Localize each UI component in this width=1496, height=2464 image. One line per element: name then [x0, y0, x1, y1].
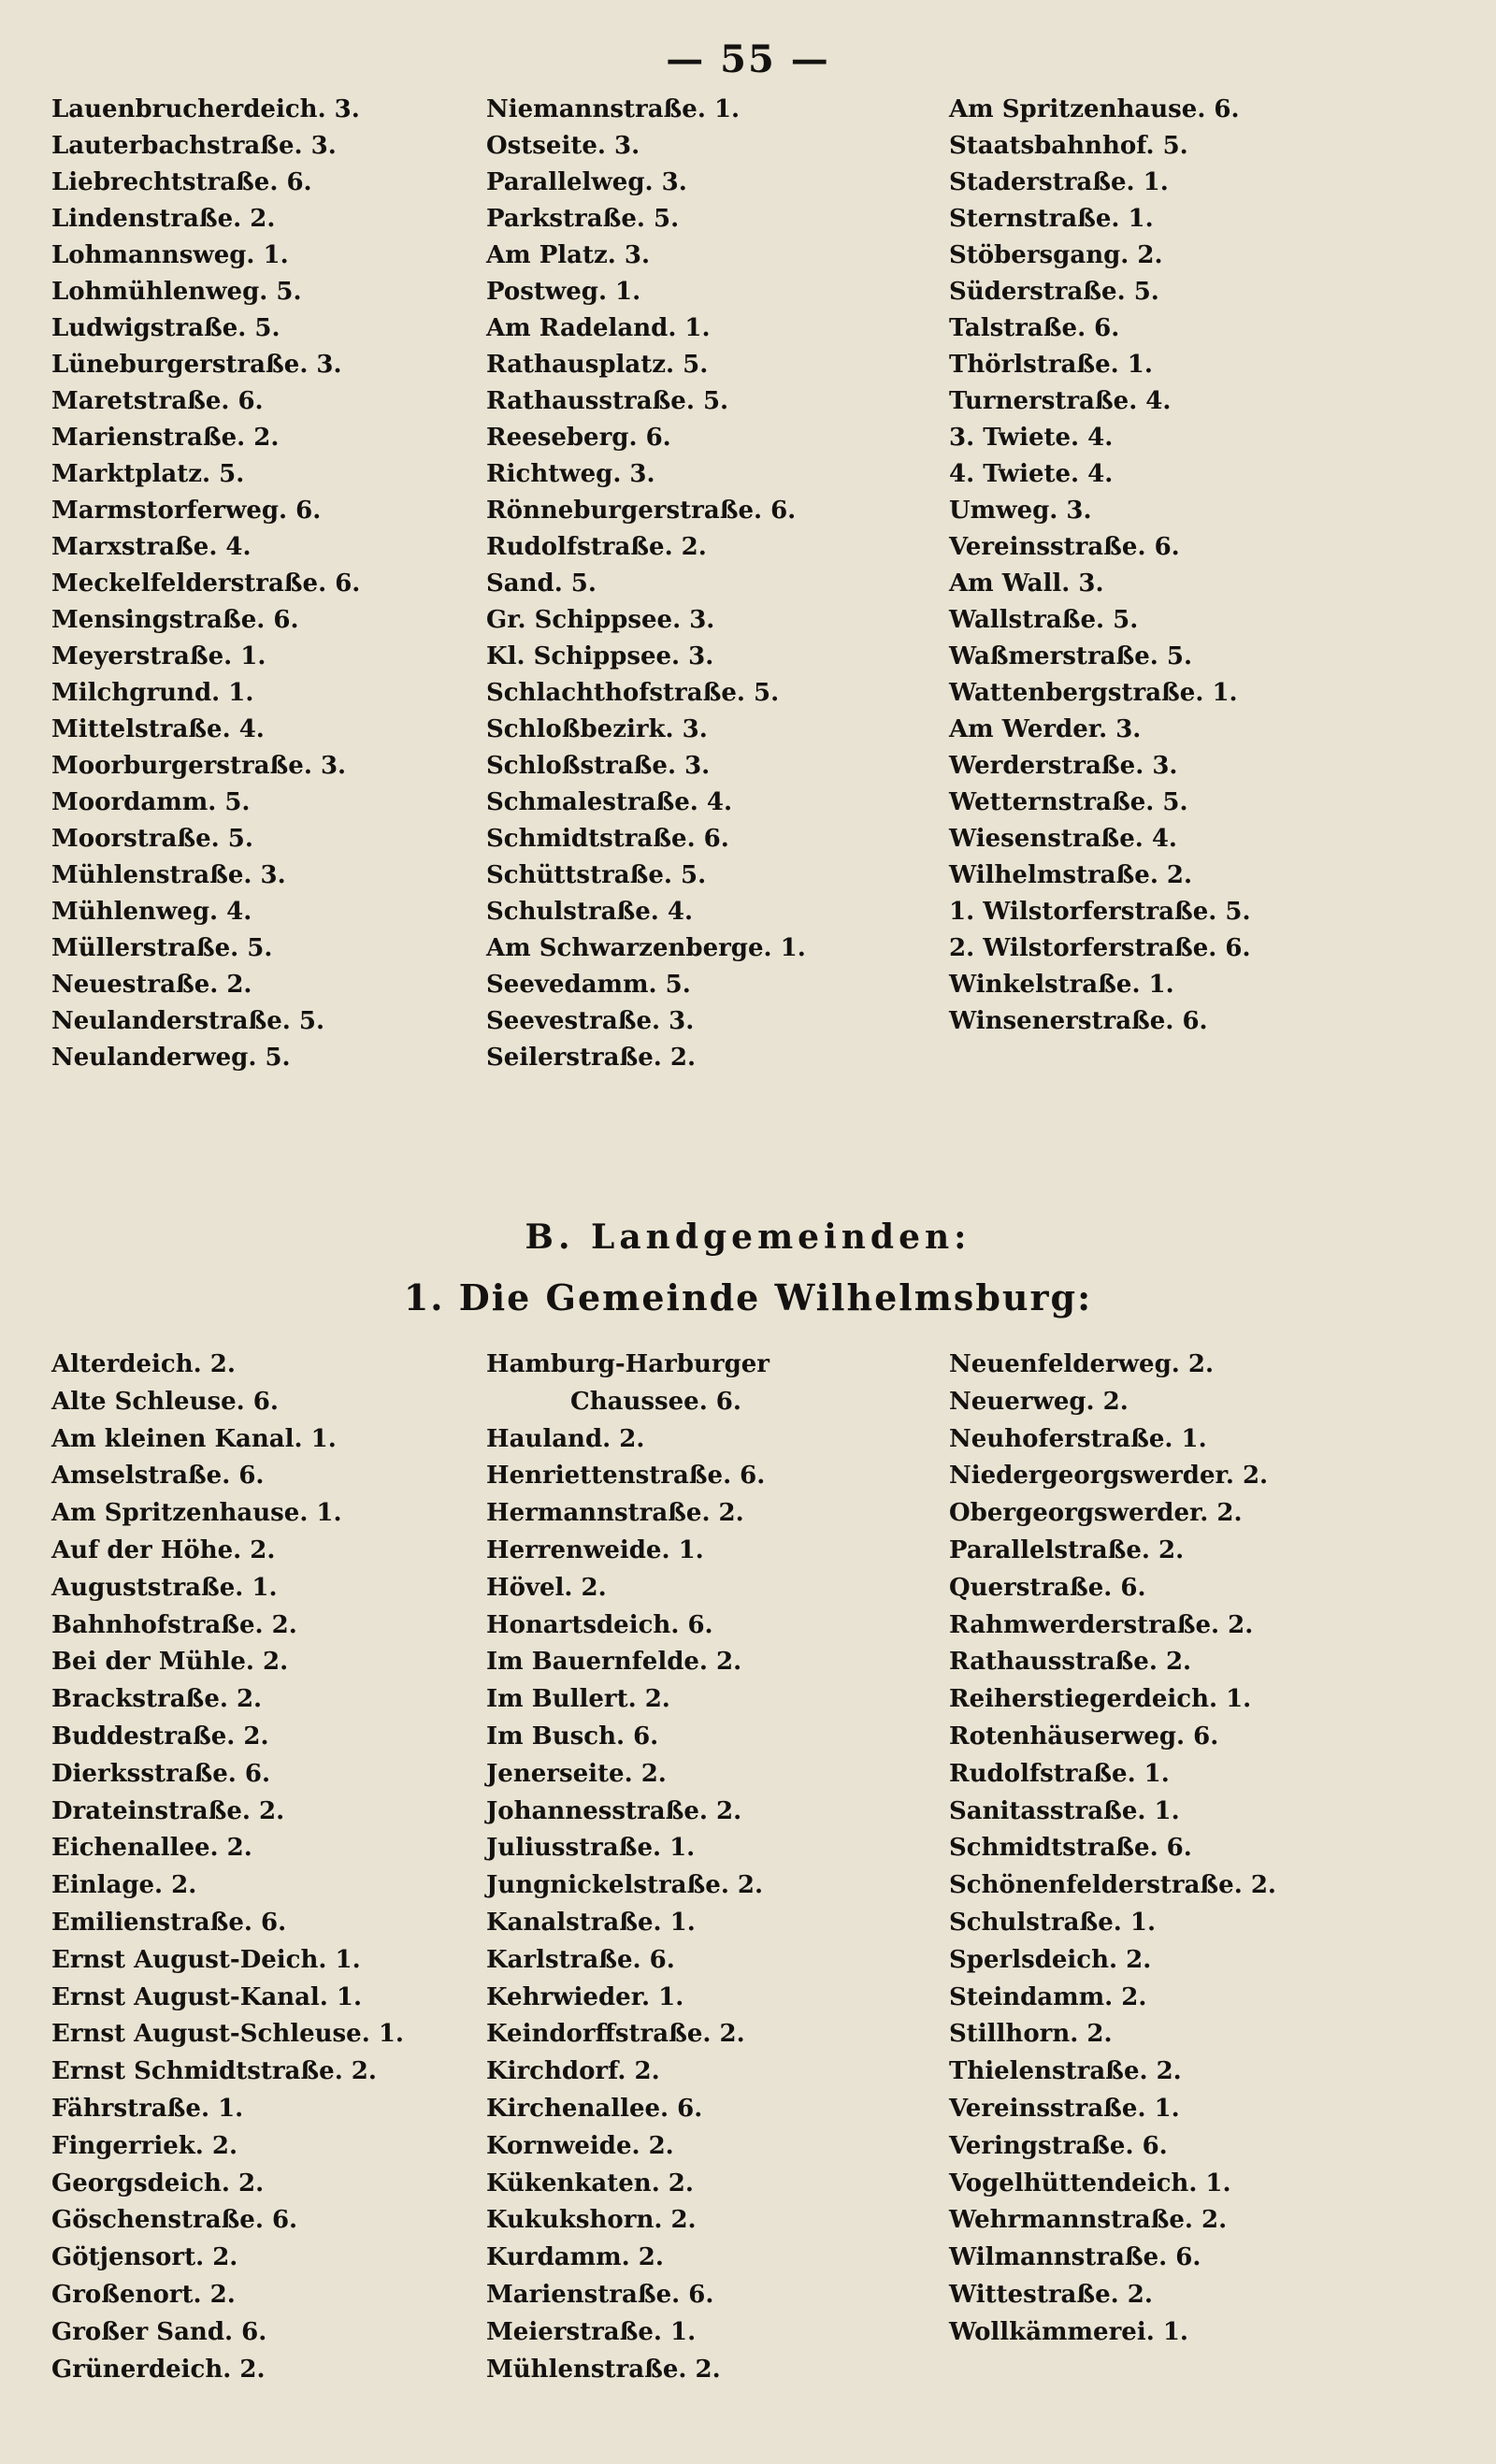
street-entry: Neuestraße. 2. — [51, 971, 252, 999]
street-entry: Schloßstraße. 3. — [486, 752, 711, 780]
street-entry: Sternstraße. 1. — [949, 205, 1154, 233]
street-entry: Kirchdorf. 2. — [486, 2057, 660, 2086]
street-entry: Obergeorgswerder. 2. — [949, 1499, 1243, 1528]
street-entry: Emilienstraße. 6. — [51, 1908, 287, 1937]
street-entry: Rathausstraße. 2. — [949, 1648, 1192, 1677]
street-entry: Jenerseite. 2. — [486, 1759, 667, 1788]
street-entry: Rathausstraße. 5. — [486, 387, 729, 415]
street-entry: Milchgrund. 1. — [51, 679, 254, 707]
street-entry: Umweg. 3. — [949, 497, 1092, 525]
street-entry: Moordamm. 5. — [51, 788, 251, 816]
street-entry: Mühlenstraße. 3. — [51, 861, 286, 889]
street-entry: Vereinsstraße. 6. — [949, 533, 1180, 561]
street-entry: Sand. 5. — [486, 569, 597, 598]
street-entry: Am Schwarzenberge. 1. — [486, 934, 806, 962]
street-entry: Keindorffstraße. 2. — [486, 2020, 745, 2049]
street-entry: Bahnhofstraße. 2. — [51, 1610, 297, 1639]
street-entry: Richtweg. 3. — [486, 460, 655, 488]
street-column-3 — [949, 92, 1473, 1076]
street-entry: Postweg. 1. — [486, 278, 641, 306]
street-entry: Ernst August-Kanal. 1. — [51, 1982, 363, 2011]
street-entry: Lüneburgerstraße. 3. — [51, 351, 342, 379]
street-entry: Götjensort. 2. — [51, 2243, 238, 2272]
street-entry: Kükenkaten. 2. — [486, 2169, 694, 2197]
street-entry: Drateinstraße. 2. — [51, 1796, 285, 1825]
street-entry: Marmstorferweg. 6. — [51, 497, 322, 525]
street-entry: Wetternstraße. 5. — [949, 788, 1188, 816]
street-entry: Hamburg-Harburger — [486, 1350, 770, 1378]
street-entry: Lohmühlenweg. 5. — [51, 278, 302, 306]
street-column-3 — [949, 1347, 1473, 2388]
street-entry: Auguststraße. 1. — [51, 1573, 278, 1602]
street-entry: Johannesstraße. 2. — [486, 1796, 742, 1825]
street-entry: Rathausplatz. 5. — [486, 351, 709, 379]
street-entry: Vereinsstraße. 1. — [949, 2094, 1180, 2123]
street-entry: Waßmerstraße. 5. — [949, 642, 1193, 670]
street-column-1 — [51, 92, 486, 1076]
street-entry: Gr. Schippsee. 3. — [486, 606, 715, 634]
street-entry: Moorburgerstraße. 3. — [51, 752, 347, 780]
street-entry: Staatsbahnhof. 5. — [949, 132, 1188, 160]
street-entry: Wilmannstraße. 6. — [949, 2243, 1201, 2272]
street-entry: Einlage. 2. — [51, 1871, 197, 1900]
street-entry: Sanitasstraße. 1. — [949, 1796, 1180, 1825]
street-entry: Hövel. 2. — [486, 1573, 607, 1602]
street-entry: Mühlenweg. 4. — [51, 898, 252, 926]
street-entry: Niemannstraße. 1. — [486, 95, 741, 123]
street-entry: Kornweide. 2. — [486, 2131, 674, 2160]
street-entry: Schönenfelderstraße. 2. — [949, 1871, 1276, 1900]
street-entry: Schulstraße. 1. — [949, 1908, 1157, 1937]
street-entry: Kirchenallee. 6. — [486, 2094, 703, 2123]
street-entry: Kl. Schippsee. 3. — [486, 642, 714, 670]
street-entry: Amselstraße. 6. — [51, 1462, 265, 1491]
street-entry: Göschenstraße. 6. — [51, 2206, 298, 2235]
subsection-heading: 1. Die Gemeinde Wilhelmsburg: — [403, 1276, 1093, 1318]
street-entry: Rahmwerderstraße. 2. — [949, 1610, 1254, 1639]
street-entry: Großenort. 2. — [51, 2280, 236, 2309]
street-entry: Schmalestraße. 4. — [486, 788, 733, 816]
street-entry: Reeseberg. 6. — [486, 424, 671, 452]
street-entry: Jungnickelstraße. 2. — [486, 1871, 764, 1900]
street-entry: Lauterbachstraße. 3. — [51, 132, 337, 160]
street-entry: Ernst August-Schleuse. 1. — [51, 2020, 404, 2049]
street-entry: Wiesenstraße. 4. — [949, 825, 1177, 853]
street-entry: Wallstraße. 5. — [949, 606, 1139, 634]
street-entry: Marienstraße. 6. — [486, 2280, 714, 2309]
street-entry: Großer Sand. 6. — [51, 2317, 267, 2346]
street-entry: Reiherstiegerdeich. 1. — [949, 1685, 1252, 1714]
street-entry: Winkelstraße. 1. — [949, 971, 1174, 999]
city-streets-columns — [51, 92, 1473, 1076]
street-entry: Meckelfelderstraße. 6. — [51, 569, 361, 598]
street-entry: Schmidtstraße. 6. — [486, 825, 729, 853]
street-entry: Marktplatz. 5. — [51, 460, 245, 488]
street-column-2 — [486, 1347, 949, 2388]
street-entry: Alte Schleuse. 6. — [51, 1387, 279, 1416]
street-entry: Turnerstraße. 4. — [949, 387, 1172, 415]
street-entry: Neulanderweg. 5. — [51, 1044, 291, 1072]
street-entry: Wattenbergstraße. 1. — [949, 679, 1238, 707]
street-entry: Brackstraße. 2. — [51, 1685, 263, 1714]
street-entry: Thielenstraße. 2. — [949, 2057, 1182, 2086]
street-entry: Maretstraße. 6. — [51, 387, 264, 415]
street-entry: Neulanderstraße. 5. — [51, 1007, 324, 1035]
street-entry: Seevedamm. 5. — [486, 971, 691, 999]
street-entry: Querstraße. 6. — [949, 1573, 1146, 1602]
street-entry: Im Bullert. 2. — [486, 1685, 670, 1714]
street-entry: Chaussee. 6. — [570, 1387, 741, 1416]
wilhelmsburg-streets-columns — [51, 1347, 1473, 2388]
street-entry: Meierstraße. 1. — [486, 2317, 697, 2346]
section-heading: B. Landgemeinden: — [525, 1218, 971, 1257]
street-entry: Werderstraße. 3. — [949, 752, 1178, 780]
street-entry: Meyerstraße. 1. — [51, 642, 266, 670]
street-entry: Schulstraße. 4. — [486, 898, 694, 926]
street-entry: Marxstraße. 4. — [51, 533, 252, 561]
street-column-1 — [51, 1347, 486, 2388]
street-entry: Rudolfstraße. 2. — [486, 533, 707, 561]
street-entry: Wilhelmstraße. 2. — [949, 861, 1193, 889]
street-entry: Kehrwieder. 1. — [486, 1982, 684, 2011]
street-entry: Grünerdeich. 2. — [51, 2355, 266, 2384]
street-entry: Seilerstraße. 2. — [486, 1044, 697, 1072]
street-entry: Karlstraße. 6. — [486, 1945, 675, 1974]
street-entry: Honartsdeich. 6. — [486, 1610, 713, 1639]
street-entry: Henriettenstraße. 6. — [486, 1462, 766, 1491]
street-entry: Im Busch. 6. — [486, 1722, 659, 1751]
street-entry: Herrenweide. 1. — [486, 1535, 704, 1564]
street-entry: Kurdamm. 2. — [486, 2243, 664, 2272]
street-entry: Sperlsdeich. 2. — [949, 1945, 1152, 1974]
street-entry: Kukukshorn. 2. — [486, 2206, 697, 2235]
street-entry: Mittelstraße. 4. — [51, 715, 265, 743]
street-entry: Juliusstraße. 1. — [486, 1834, 696, 1863]
street-entry: 3. Twiete. 4. — [949, 424, 1114, 452]
street-entry: Parkstraße. 5. — [486, 205, 680, 233]
street-entry: Staderstraße. 1. — [949, 168, 1169, 196]
street-entry: Im Bauernfelde. 2. — [486, 1648, 742, 1677]
street-entry: Vogelhüttendeich. 1. — [949, 2169, 1231, 2197]
street-entry: Am Radeland. 1. — [486, 314, 711, 342]
street-entry: Neuhoferstraße. 1. — [949, 1424, 1207, 1453]
street-entry: Auf der Höhe. 2. — [51, 1535, 276, 1564]
street-entry: Am Spritzenhause. 1. — [51, 1499, 342, 1528]
street-entry: Bei der Mühle. 2. — [51, 1648, 289, 1677]
street-entry: Thörlstraße. 1. — [949, 351, 1153, 379]
street-entry: Parallelstraße. 2. — [949, 1535, 1185, 1564]
street-column-2 — [486, 92, 949, 1076]
street-entry: 2. Wilstorferstraße. 6. — [949, 934, 1251, 962]
street-entry: Am Spritzenhause. 6. — [949, 95, 1240, 123]
street-entry: Hermannstraße. 2. — [486, 1499, 744, 1528]
street-entry: Ernst Schmidtstraße. 2. — [51, 2057, 377, 2086]
street-entry: Rudolfstraße. 1. — [949, 1759, 1170, 1788]
street-entry: Am kleinen Kanal. 1. — [51, 1424, 337, 1453]
street-entry: Fingerriek. 2. — [51, 2131, 238, 2160]
street-entry: Liebrechtstraße. 6. — [51, 168, 312, 196]
street-entry: Wehrmannstraße. 2. — [949, 2206, 1228, 2235]
street-entry: Moorstraße. 5. — [51, 825, 253, 853]
street-entry: Mensingstraße. 6. — [51, 606, 299, 634]
street-entry: Schloßbezirk. 3. — [486, 715, 708, 743]
street-entry: Stillhorn. 2. — [949, 2020, 1113, 2049]
street-entry: Am Werder. 3. — [949, 715, 1142, 743]
street-entry: Hauland. 2. — [486, 1424, 645, 1453]
street-entry: Schüttstraße. 5. — [486, 861, 707, 889]
street-entry: Süderstraße. 5. — [949, 278, 1159, 306]
street-entry: Alterdeich. 2. — [51, 1350, 236, 1378]
street-entry: Rönneburgerstraße. 6. — [486, 497, 797, 525]
page-number: — 55 — — [666, 37, 830, 81]
street-entry: Buddestraße. 2. — [51, 1722, 269, 1751]
street-entry: Niedergeorgswerder. 2. — [949, 1462, 1269, 1491]
street-entry: Lauenbrucherdeich. 3. — [51, 95, 360, 123]
street-entry: Schmidtstraße. 6. — [949, 1834, 1192, 1863]
street-entry: Eichenallee. 2. — [51, 1834, 252, 1863]
street-entry: Lohmannsweg. 1. — [51, 241, 289, 269]
street-entry: Wittestraße. 2. — [949, 2280, 1153, 2309]
street-entry: Veringstraße. 6. — [949, 2131, 1168, 2160]
street-entry: 4. Twiete. 4. — [949, 460, 1114, 488]
street-entry: Schlachthofstraße. 5. — [486, 679, 780, 707]
street-entry: Am Wall. 3. — [949, 569, 1104, 598]
street-entry: Neuenfelderweg. 2. — [949, 1350, 1215, 1378]
street-entry: Rotenhäuserweg. 6. — [949, 1722, 1219, 1751]
street-entry: Parallelweg. 3. — [486, 168, 687, 196]
street-entry: Lindenstraße. 2. — [51, 205, 276, 233]
street-entry: Marienstraße. 2. — [51, 424, 280, 452]
street-entry: Winsenerstraße. 6. — [949, 1007, 1208, 1035]
street-entry: Müllerstraße. 5. — [51, 934, 273, 962]
street-entry: Kanalstraße. 1. — [486, 1908, 696, 1937]
street-entry: Ostseite. 3. — [486, 132, 640, 160]
street-entry: Georgsdeich. 2. — [51, 2169, 265, 2197]
street-entry: Mühlenstraße. 2. — [486, 2355, 721, 2384]
street-entry: 1. Wilstorferstraße. 5. — [949, 898, 1251, 926]
street-entry: Neuerweg. 2. — [949, 1387, 1129, 1416]
street-entry: Seevestraße. 3. — [486, 1007, 695, 1035]
street-entry: Fährstraße. 1. — [51, 2094, 244, 2123]
street-entry: Stöbersgang. 2. — [949, 241, 1163, 269]
street-entry: Wollkämmerei. 1. — [949, 2317, 1188, 2346]
street-entry: Dierksstraße. 6. — [51, 1759, 271, 1788]
street-entry: Steindamm. 2. — [949, 1982, 1147, 2011]
street-entry: Ernst August-Deich. 1. — [51, 1945, 361, 1974]
street-entry: Am Platz. 3. — [486, 241, 651, 269]
street-entry: Talstraße. 6. — [949, 314, 1120, 342]
street-entry: Ludwigstraße. 5. — [51, 314, 280, 342]
